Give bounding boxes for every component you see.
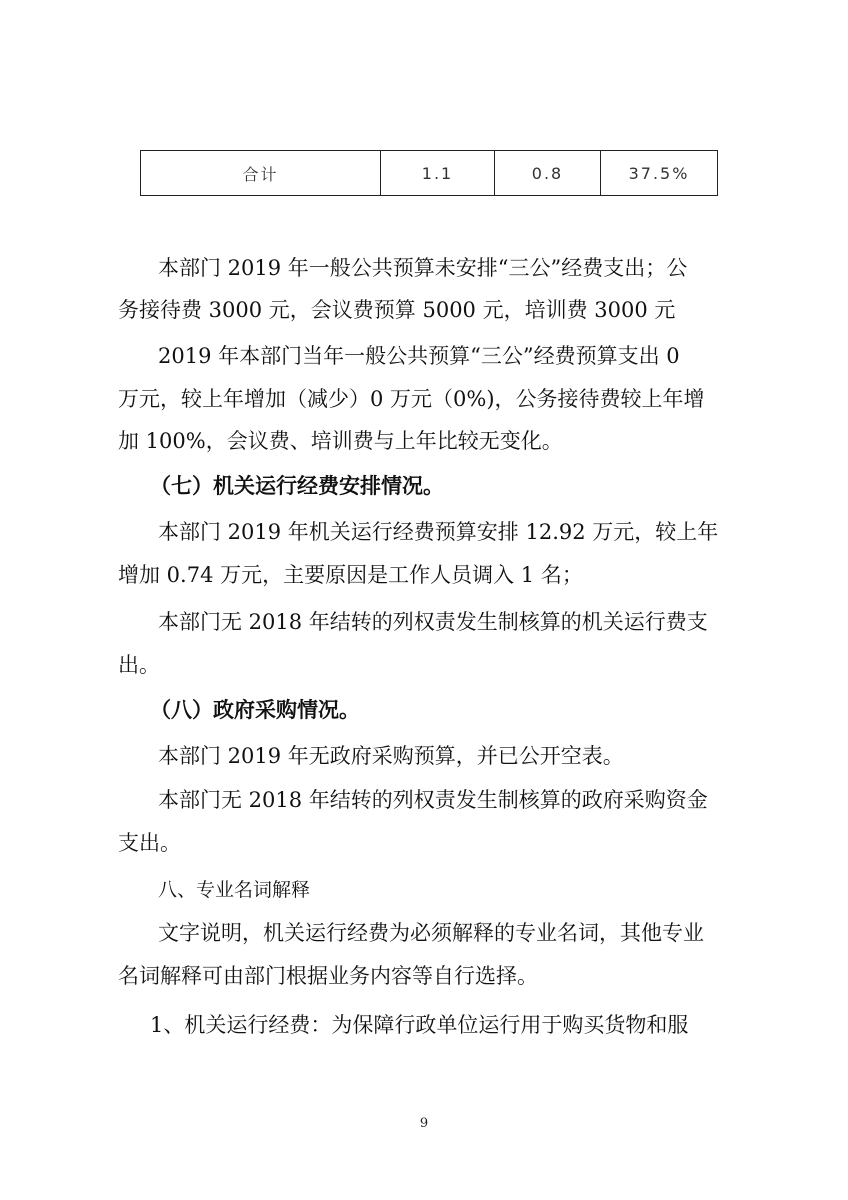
total-label-cell: 合计 (141, 151, 381, 196)
paragraph-line: 名词解释可由部门根据业务内容等自行选择。 (118, 964, 538, 988)
total-value-cell: 0.8 (495, 151, 601, 196)
table-row-total (141, 151, 718, 196)
paragraph-line: 本部门 2019 年无政府采购预算，并已公开空表。 (158, 744, 624, 768)
paragraph-line: 本部门无 2018 年结转的列权责发生制核算的政府采购资金 (158, 788, 708, 812)
paragraph-line: 1、机关运行经费：为保障行政单位运行用于购买货物和服 (150, 1013, 689, 1037)
paragraph-line: 本部门无 2018 年结转的列权责发生制核算的机关运行费支 (158, 610, 708, 634)
budget-summary-table (140, 150, 718, 196)
paragraph-line: 万元，较上年增加（减少）0 万元（0%)，公务接待费较上年增 (118, 387, 705, 411)
paragraph-line: 务接待费 3000 元，会议费预算 5000 元，培训费 3000 元 (118, 298, 676, 322)
paragraph-line: 加 100%，会议费、培训费与上年比较无变化。 (118, 429, 563, 453)
total-value-cell: 1.1 (381, 151, 495, 196)
section-heading-8: 八、专业名词解释 (158, 879, 311, 901)
paragraph-line: 2019 年本部门当年一般公共预算“三公”经费预算支出 0 (158, 344, 680, 368)
subsection-heading-8: （八）政府采购情况。 (150, 697, 360, 722)
paragraph-line: 本部门 2019 年机关运行经费预算安排 12.92 万元，较上年 (158, 520, 719, 544)
paragraph-line: 本部门 2019 年一般公共预算未安排“三公”经费支出；公 (158, 256, 688, 280)
subsection-heading-7: （七）机关运行经费安排情况。 (150, 473, 444, 498)
paragraph-line: 增加 0.74 万元，主要原因是工作人员调入 1 名； (118, 563, 583, 587)
paragraph-line: 文字说明，机关运行经费为必须解释的专业名词，其他专业 (158, 921, 704, 945)
paragraph-line: 支出。 (118, 831, 181, 855)
paragraph-line: 出。 (118, 653, 160, 677)
page-number: 9 (419, 1116, 429, 1131)
total-percent-cell: 37.5% (601, 151, 718, 196)
